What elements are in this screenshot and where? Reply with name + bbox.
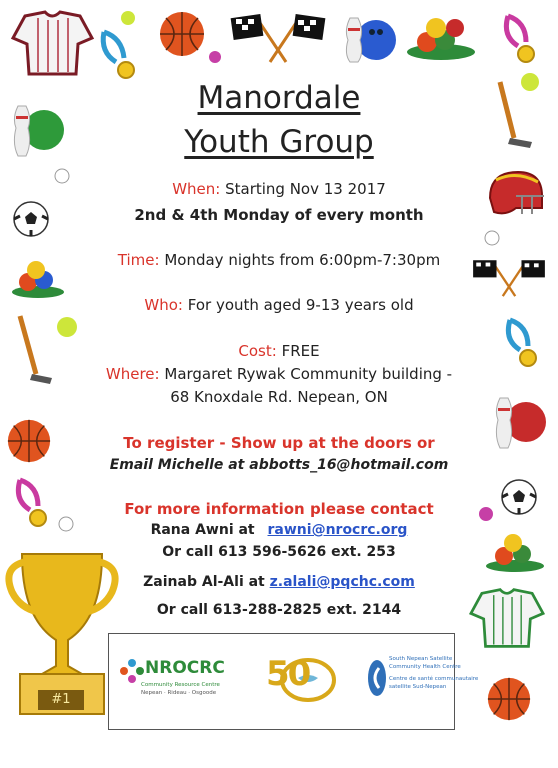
who-value: For youth aged 9-13 years old — [187, 296, 414, 314]
snsc-line-3: Centre de santé communautaire — [389, 676, 479, 682]
nrocrc-logo — [119, 656, 229, 706]
anniversary-logo — [264, 648, 339, 708]
tennis-ball-icon — [120, 10, 136, 26]
rana-email-link[interactable]: rawni@nrocrc.org — [267, 522, 408, 538]
anniversary-number: 50 — [266, 654, 310, 694]
rana-phone: Or call 613 596-5626 ext. 253 — [162, 544, 396, 560]
who-row — [0, 296, 558, 314]
contact-zainab-row — [0, 574, 558, 590]
zainab-prefix: Zainab Al-Ali at — [143, 574, 265, 590]
nrocrc-name: NROCRC — [145, 658, 225, 678]
basketball-icon — [486, 676, 532, 722]
baseball-jersey-icon — [10, 8, 95, 78]
medal-icon — [96, 28, 146, 83]
where-value-line-1: Margaret Rywak Community building - — [164, 365, 453, 383]
rana-prefix: Rana Awni at — [150, 522, 255, 538]
snsc-line-2: Community Health Centre — [389, 664, 461, 670]
schedule-text: 2nd & 4th Monday of every month — [134, 206, 424, 224]
snsc-logo — [367, 654, 479, 714]
baseball-jersey-icon — [468, 586, 546, 650]
contact-heading: For more information please contact — [124, 500, 434, 518]
nrocrc-subtitle-1: Community Resource Centre — [141, 682, 220, 688]
medal-icon — [496, 12, 546, 67]
where-value-line-2: 68 Knoxdale Rd. Nepean, ON — [170, 388, 388, 406]
time-row — [0, 251, 558, 269]
cost-label: Cost: — [238, 342, 277, 360]
people-cluster-icon — [119, 658, 145, 684]
where-label: Where: — [105, 365, 160, 383]
sponsor-logos-box — [108, 633, 479, 730]
tennis-ball-icon — [56, 316, 78, 338]
zainab-email-link[interactable]: z.alali@pqchc.com — [269, 574, 415, 590]
time-value: Monday nights from 6:00pm-7:30pm — [164, 251, 441, 269]
trophy-plate-label: #1 — [38, 690, 84, 710]
snsc-line-4: satellite Sud-Nepean — [389, 684, 447, 690]
nrocrc-subtitle-2: Nepean · Rideau · Osgoode — [141, 690, 217, 696]
cost-value: FREE — [281, 342, 320, 360]
basketball-icon — [158, 10, 206, 58]
bowling-ball-pin-icon — [340, 10, 400, 65]
when-row — [0, 180, 558, 198]
register-heading: To register - Show up at the doors or — [123, 434, 435, 452]
register-email-line: Email Michelle at abbotts_16@hotmail.com — [109, 457, 449, 473]
cost-row — [0, 342, 558, 360]
snsc-line-1: South Nepean Satellite — [389, 656, 453, 662]
zainab-phone: Or call 613-288-2825 ext. 2144 — [156, 602, 402, 618]
baseball-icon — [484, 230, 500, 246]
title-line-1: Manordale — [197, 80, 361, 116]
ball-icon — [208, 50, 222, 64]
checkered-flags-icon — [228, 10, 328, 65]
who-label: Who: — [144, 296, 183, 314]
where-row — [0, 365, 558, 383]
snsc-emblem-icon — [367, 658, 387, 698]
contact-rana-row — [0, 522, 558, 538]
billiard-balls-icon — [405, 14, 477, 62]
when-label: When: — [172, 180, 221, 198]
time-label: Time: — [117, 251, 160, 269]
title-line-2: Youth Group — [184, 124, 374, 160]
when-value: Starting Nov 13 2017 — [225, 180, 386, 198]
